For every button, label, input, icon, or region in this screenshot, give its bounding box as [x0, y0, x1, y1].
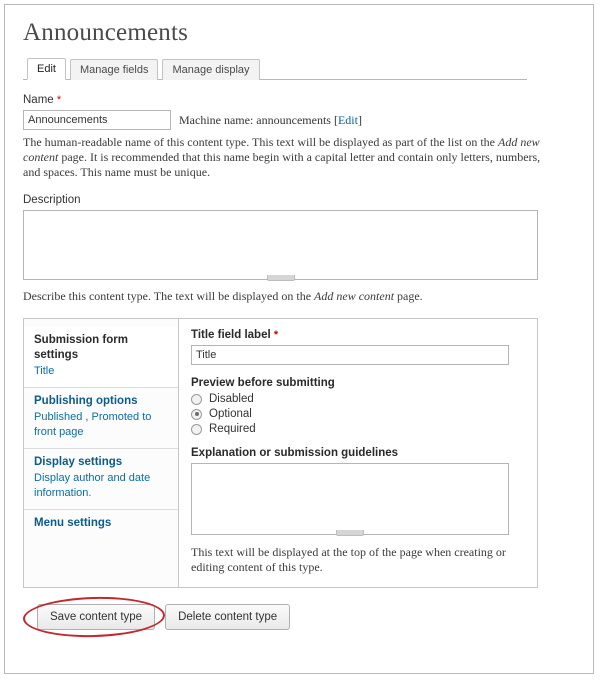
title-field-label-text: Title field label [191, 329, 271, 341]
vtab-menu-title: Menu settings [34, 517, 112, 529]
page-title: Announcements [23, 19, 189, 46]
vtab-display-title: Display settings [34, 456, 123, 468]
submission-form-pane [179, 319, 537, 587]
radio-optional-icon[interactable] [191, 409, 202, 420]
machine-name [179, 113, 362, 128]
preview-option-optional[interactable] [191, 408, 525, 420]
description-help-part1: Describe this content type. The text will be displayed on the [23, 289, 315, 303]
explanation-label: Explanation or submission guidelines [191, 447, 399, 459]
preview-option-disabled-label: Disabled [209, 393, 254, 405]
description-label: Description [23, 194, 81, 206]
vtab-submission-form-settings[interactable] [24, 327, 178, 388]
tab-edit[interactable]: Edit [27, 58, 66, 80]
description-textarea[interactable] [23, 210, 538, 280]
name-help-part1: The human-readable name of this content type. This text will be displayed as part of the list on the [23, 135, 498, 149]
description-resize-grip[interactable] [23, 279, 538, 284]
title-field-input[interactable] [191, 345, 509, 365]
form-actions [23, 604, 577, 630]
name-field-block [23, 92, 577, 180]
name-help-part2: page. It is recommended that this name begin with a capital letter and contain only letters, numbers, and spaces. This name must be unique. [23, 150, 541, 179]
vtab-publishing-summary: Published , Promoted to front page [34, 411, 152, 438]
vertical-tabs-menu [24, 319, 179, 587]
explanation-help-text: This text will be displayed at the top of the page when creating or editing content of this type. [191, 545, 506, 574]
tab-manage-display[interactable]: Manage display [162, 59, 259, 80]
explanation-resize-grip[interactable] [191, 534, 509, 539]
explanation-section [191, 447, 525, 575]
description-help-text [23, 289, 543, 304]
machine-name-suffix: ] [357, 112, 362, 127]
description-field-block [23, 192, 577, 304]
tab-manage-fields[interactable]: Manage fields [70, 59, 159, 80]
vtab-menu-settings[interactable] [24, 510, 178, 539]
vtab-publishing-title: Publishing options [34, 395, 138, 407]
tab-bar [23, 57, 527, 80]
name-label [23, 94, 61, 106]
preview-option-optional-label: Optional [209, 408, 252, 420]
name-help-em: Add new content [23, 135, 540, 164]
preview-section [191, 377, 525, 435]
explanation-textarea[interactable] [191, 463, 509, 535]
vtab-display-settings[interactable] [24, 449, 178, 510]
vtab-display-summary: Display author and date information. [34, 472, 151, 499]
vtab-submission-title: Submission form settings [34, 334, 128, 361]
radio-disabled-icon[interactable] [191, 394, 202, 405]
save-content-type-button[interactable]: Save content type [37, 604, 155, 630]
preview-option-disabled[interactable] [191, 393, 525, 405]
radio-required-icon[interactable] [191, 424, 202, 435]
browser-page-frame [4, 4, 594, 674]
name-input[interactable] [23, 110, 171, 130]
title-field-required-marker: * [273, 329, 279, 341]
title-field-label [191, 329, 525, 341]
name-label-text: Name [23, 94, 54, 106]
delete-content-type-button[interactable]: Delete content type [165, 604, 290, 630]
preview-option-required-label: Required [209, 423, 256, 435]
preview-label: Preview before submitting [191, 377, 335, 389]
vtab-publishing-options[interactable] [24, 388, 178, 449]
vtab-submission-summary: Title [34, 365, 55, 377]
name-row [23, 110, 577, 130]
description-help-em: Add new content [314, 289, 395, 303]
settings-vertical-tabs [23, 318, 538, 588]
preview-option-required[interactable] [191, 423, 525, 435]
machine-name-text: Machine name: announcements [ [179, 112, 338, 127]
name-required-marker: * [56, 94, 62, 106]
machine-name-edit-link[interactable]: Edit [337, 112, 358, 127]
name-help-text [23, 135, 543, 180]
description-help-part2: page. [394, 289, 423, 303]
